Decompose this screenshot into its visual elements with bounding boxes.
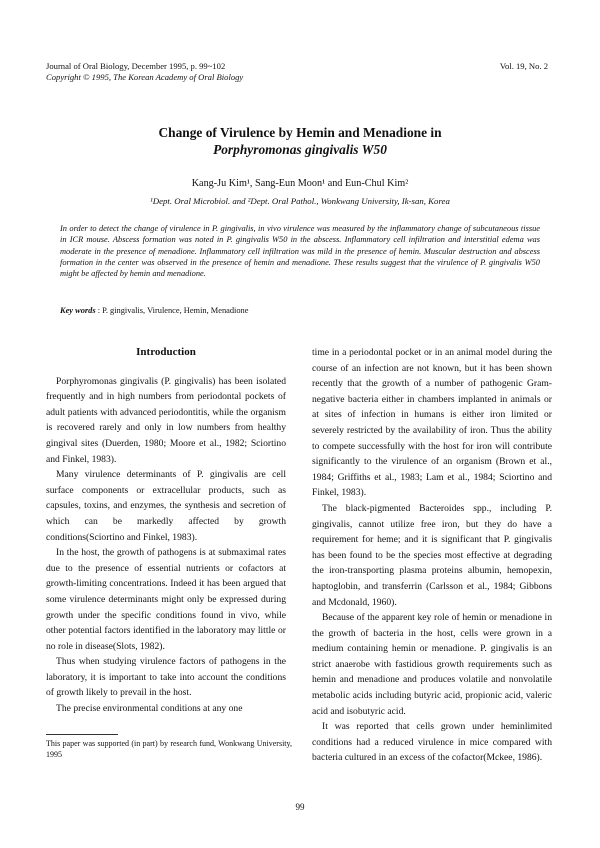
journal-citation: Journal of Oral Biology, December 1995, p. 99~102 <box>46 61 226 71</box>
section-heading: Introduction <box>136 346 196 358</box>
abstract: In order to detect the change of virulence in P. gingivalis, in vivo virulence was measured by the inflammatory change of subcutaneous tissue in ICR mouse. Abscess formation was noted in P. gingivalis W50 in the abscess. Inflammatory cell infiltration and interstitial edema was moderate in the presence of menadione. Inflammatory cell infiltration was mild in the presence of hemin. Muscular destruction and abscess formation in the center was observed in the presence of hemin and menadione. These results suggest that the virulence of P. gingivalis W50 might be affected by hemin and menadione. <box>60 224 540 279</box>
keywords-text: : P. gingivalis, Virulence, Hemin, Menadione <box>97 306 249 315</box>
keywords <box>60 306 248 315</box>
body-paragraph: In the host, the growth of pathogens is at submaximal rates due to the presence of essential nutrients or cofactors at growth-limiting concentrations. Indeed it has been argued that some virulence determinants might only be expressed during growth under the specific conditions found in vivo, while other potential factors identified in the laboratory may little or no role in disease(Slots, 1982). <box>46 547 286 652</box>
affiliation: ¹Dept. Oral Microbiol. and ²Dept. Oral Pathol., Wonkwang University, Ik-san, Korea <box>150 196 450 206</box>
body-paragraph: Thus when studying virulence factors of pathogens in the laboratory, it is important to take into account the conditions of growth likely to prevail in the host. <box>46 656 286 699</box>
left-column <box>46 345 286 717</box>
paper-title <box>0 124 600 158</box>
page-number: 99 <box>295 802 305 812</box>
authors: Kang-Ju Kim¹, Sang-Eun Moon¹ and Eun-Chul Kim² <box>191 178 409 189</box>
volume-label: Vol. 19, No. 2 <box>499 61 548 71</box>
footnote: This paper was supported (in part) by research fund, Wonkwang University, 1995 <box>46 739 292 759</box>
right-column <box>312 345 552 766</box>
body-paragraph: It was reported that cells grown under heminlimited conditions had a reduced virulence in mice compared with bacteria cultured in an excess of the cofactor(Mckee, 1986). <box>312 721 552 764</box>
body-paragraph: Porphyromonas gingivalis (P. gingivalis) has been isolated frequently and in high numbers from periodontal pockets of adult patients with advanced periodontitis, while the organism is recovered rarely and only in low numbers from healthy gingival sites (Duerden, 1980; Moore et al., 1982; Sciortino and Finkel, 1983). <box>46 375 286 465</box>
body-paragraph: The black-pigmented Bacteroides spp., including P. gingivalis, cannot utilize free iron, but they do have a requirement for heme; and it is significant that P. gingivalis has been found to be the species most effective at degrading the iron-transporting plasma proteins albumin, hemopexin, haptoglobin, and transferrin (Carlsson et al., 1984; Gibbons and Mcdonald, 1960). <box>312 502 552 608</box>
body-paragraph: time in a periodontal pocket or in an animal model during the course of an infection are not known, but it has been shown recently that the growth of a number of pathogenic Gram-negative bacteria either in chambers implanted in animals or at sites of infection in humans is either iron limited or severely restricted by the availability of iron. Thus the ability to compete successfully with the host for iron will contribute significantly to the virulence of an organism (Brown et al., 1984; Griffiths et al., 1983; Lam et al., 1984; Sciortino and Finkel, 1983). <box>312 347 552 499</box>
journal-header <box>46 61 243 83</box>
keywords-label: Key words <box>60 306 96 315</box>
copyright-line: Copyright © 1995, The Korean Academy of Oral Biology <box>46 72 244 82</box>
body-paragraph: Because of the apparent key role of hemin or menadione in the growth of bacteria in the host, cells were grown in a medium containing hemin or menadione. P. gingivalis is an strict anaerobe with fastidious growth requirements such as hemin and menadione and produces volatile and nonvolatile metabolic acids including butyric acid, propionic acid, valeric acid and isobutyric acid. <box>312 612 552 717</box>
title-line-1: Change of Virulence by Hemin and Menadione in <box>158 125 442 140</box>
footnote-rule <box>46 734 118 735</box>
title-line-2: Porphyromonas gingivalis W50 <box>213 142 387 157</box>
body-paragraph: Many virulence determinants of P. gingivalis are cell surface components or extracellular products, such as capsules, toxins, and enzymes, the synthesis and secretion of which can be markedly affected by growth conditions(Sciortino and Finkel, 1983). <box>46 469 286 543</box>
body-paragraph: The precise environmental conditions at any one <box>56 703 243 715</box>
